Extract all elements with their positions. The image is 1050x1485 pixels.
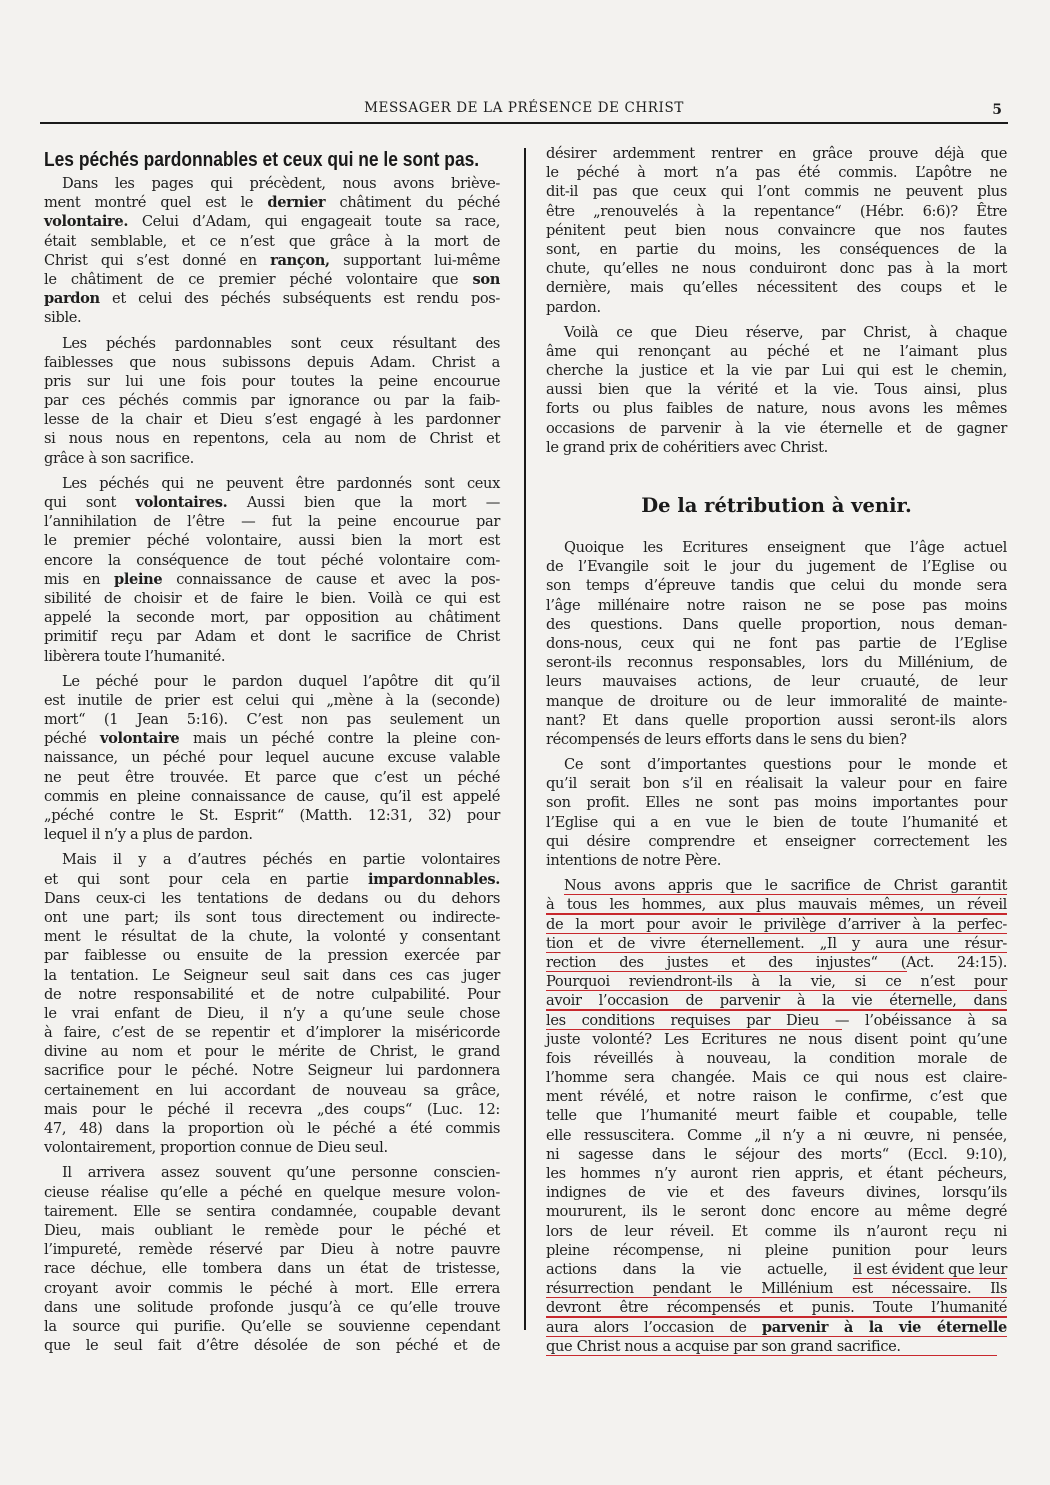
text-line: lesse de la chair et Dieu s’est engagé à les pardonner — [44, 411, 500, 429]
text-line — [546, 1202, 1007, 1221]
text-run: l’homme sera changée. Mais ce qui nous est claire- — [546, 1069, 1007, 1087]
text-run: les hommes n’y auront rien appris, et étant pécheurs, — [546, 1165, 1007, 1182]
text-run: Pourquoi reviendront-ils à la vie, si ce n’est pour — [546, 973, 1007, 991]
emphasis-text: son — [472, 270, 500, 288]
text-line — [546, 991, 1007, 1010]
text-line — [546, 1337, 1007, 1356]
text-run: que Christ nous a acquise par son grand sacrifice. — [546, 1337, 901, 1355]
text-line — [546, 1279, 1007, 1298]
text-run: Les péchés qui ne peuvent être pardonnés sont ceux — [62, 474, 500, 492]
text-run: Mais il y a d’autres péchés en partie volontaires — [62, 851, 500, 869]
text-run: sacrifice pour le péché. Notre Seigneur lui pardonnera — [44, 1062, 500, 1080]
text-run: pleine récompense, ni pleine punition pour leurs — [546, 1241, 1007, 1259]
text-line — [44, 672, 500, 691]
text-line — [546, 1087, 1007, 1106]
text-line — [44, 289, 500, 308]
article-title-pardonnables: Les péchés pardonnables et ceux qui ne le sont pas. — [44, 149, 480, 171]
text-line: croyant avoir commis le péché à mort. Elle errera — [44, 1279, 500, 1297]
emphasis-text: impardonnables. — [367, 870, 500, 888]
text-line — [44, 889, 500, 908]
text-run: était semblable, et ce n’est que grâce à la mort de — [44, 232, 500, 250]
text-run: Dans les pages qui précèdent, nous avons briève- — [62, 175, 500, 192]
text-line — [44, 531, 500, 550]
article-title-retribution: De la rétribution à venir. — [641, 494, 912, 517]
text-line — [546, 1030, 1007, 1049]
text-run: libèrera toute l’humanité. — [44, 647, 226, 665]
text-line: pris sur lui une fois pour toutes la peine encourue — [44, 372, 500, 390]
text-line — [44, 768, 500, 787]
paragraph — [44, 672, 500, 845]
text-line: pénitent peut bien nous convaincre que nos fautes — [546, 221, 1007, 239]
text-line: tairement. Elle se sentira condamnée, coupable devant — [44, 1202, 500, 1220]
text-line: occasions de parvenir à la vie éternelle et de gagner — [546, 419, 1007, 437]
text-run: péché — [44, 730, 101, 748]
text-run: supportant lui-même — [329, 251, 500, 269]
text-line: âme qui renonçant au péché et ne l’aimant plus — [546, 342, 1007, 360]
emphasis-text: volontaire — [100, 730, 180, 748]
text-line — [546, 1106, 1007, 1125]
paragraph — [546, 876, 1007, 1356]
article-body-left — [44, 174, 500, 1361]
text-run: qui sont — [44, 494, 136, 511]
text-run: lequel il n’y a plus de pardon. — [44, 826, 253, 844]
text-line — [546, 934, 1007, 953]
text-line: dans une solitude profonde jusqu’à ce qu’elle trouve — [44, 1298, 500, 1316]
text-run: primitif reçu par Adam et dont le sacrifice de Christ — [44, 628, 500, 646]
text-line — [546, 1145, 1007, 1164]
text-line — [44, 512, 500, 531]
text-run: les conditions requises par Dieu — l’obéissance à sa — [546, 1011, 1007, 1029]
text-line: leurs mauvaises actions, de leur cruauté, de leur — [546, 673, 1007, 691]
text-run: Christ qui s’est donné en — [44, 251, 271, 269]
text-run: à faire, c’est de se repentir et d’implorer la miséricorde — [44, 1024, 500, 1042]
article-body-retribution — [546, 538, 1007, 1362]
text-run: „péché contre le St. Esprit“ (Matth. 12:31, 32) pour — [44, 807, 500, 824]
text-line: sont, en partie du moins, les conséquences de la — [546, 240, 1007, 258]
text-run: actions dans la vie actuelle, — [546, 1260, 854, 1278]
text-line — [546, 1183, 1007, 1202]
page-number: 5 — [992, 102, 1002, 118]
text-line — [44, 729, 500, 748]
text-line — [44, 589, 500, 608]
emphasis-text: parvenir à la vie éternelle — [761, 1318, 1007, 1336]
text-line — [44, 1119, 500, 1138]
text-line: le péché à mort n’a pas été commis. L’apôtre ne — [546, 164, 1007, 182]
paragraph — [546, 538, 1007, 749]
text-run: avoir l’occasion de parvenir à la vie éternelle, dans — [546, 992, 1007, 1010]
text-line: Dieu, mais oubliant le remède pour le péché et — [44, 1221, 500, 1239]
text-run: résurrection pendant le Millénium est nécessaire. Ils — [546, 1280, 1007, 1298]
text-run: l’annihilation de l’être — fut la peine encourue par — [44, 513, 500, 531]
paragraph-gap — [546, 457, 1007, 463]
text-run: lors de leur réveil. Et comme ils n’auront reçu ni — [546, 1222, 1007, 1240]
text-run: ment révélé, et notre raison le confirme, c’est que — [546, 1088, 1007, 1106]
text-line — [44, 825, 500, 844]
text-run: juste volonté? Les Ecritures ne nous disent point qu’une — [546, 1030, 1007, 1048]
text-run: mort“ (1 Jean 5:16). C’est non pas seulement un — [44, 711, 500, 729]
text-line — [44, 946, 500, 965]
text-line: qu’il serait bon s’il en réalisait la valeur pour en faire — [546, 775, 1007, 793]
text-line — [44, 1081, 500, 1100]
text-run: le vrai enfant de Dieu, il n’y a qu’une seule chose — [44, 1004, 500, 1022]
text-line: manque de droiture ou de leur immoralité de mainte- — [546, 692, 1007, 710]
text-line — [44, 710, 500, 729]
text-line: Les péchés pardonnables sont ceux résultant des — [62, 334, 500, 352]
paragraph — [44, 850, 500, 1157]
text-line: récompensés de leurs efforts dans le sens du bien? — [546, 730, 907, 748]
text-line: de l’Evangile soit le jour du jugement de l’Eglise ou — [546, 558, 1007, 576]
text-line: faiblesses que nous subissons depuis Adam. Christ a — [44, 353, 500, 371]
text-line: l’impureté, remède réservé par Dieu à notre pauvre — [44, 1241, 500, 1259]
text-line — [44, 908, 500, 927]
text-line — [546, 953, 1007, 972]
text-run: tion et de vivre éternellement. „Il y aura une résur- — [546, 934, 1007, 952]
text-line: désirer ardemment rentrer en grâce prouve déjà que — [546, 145, 1007, 162]
text-line — [546, 1164, 1007, 1183]
text-run: volontairement, proportion connue de Dieu seul. — [44, 1139, 388, 1157]
text-run: ne peut être trouvée. Et parce que c’est un péché — [44, 768, 500, 786]
text-line — [44, 1138, 500, 1157]
text-run: châtiment du péché — [325, 194, 500, 212]
text-line: son profit. Elles ne sont pas moins importantes pour — [546, 794, 1007, 812]
emphasis-text: rançon, — [270, 251, 330, 269]
text-line: nant? Et dans quelle proportion aussi seront-ils alors — [546, 711, 1007, 729]
paragraph-gap — [44, 1355, 500, 1361]
right-column — [546, 144, 1007, 1362]
text-line — [44, 691, 500, 710]
text-line — [44, 193, 500, 212]
text-run: est inutile de prier est celui qui „mène à la (seconde) — [44, 691, 500, 709]
emphasis-text: pardon — [44, 290, 100, 308]
text-line — [546, 972, 1007, 991]
text-run: le premier péché volontaire, aussi bien la mort est — [44, 532, 500, 550]
text-run: il est évident que leur — [853, 1260, 1007, 1278]
text-line: Il arrivera assez souvent qu’une personne conscien- — [62, 1164, 500, 1182]
text-run: sible. — [44, 309, 82, 327]
text-line — [44, 1100, 500, 1119]
text-run: par faiblesse ou ensuite de la pression exercée par — [44, 947, 500, 965]
text-line: si nous nous en repentons, cela au nom de Christ et — [44, 430, 500, 448]
text-run: encore la conséquence de tout péché volontaire com- — [44, 551, 500, 569]
left-column — [44, 146, 500, 1361]
text-line: seront-ils reconnus responsables, lors du Millénium, de — [546, 654, 1007, 672]
text-line — [546, 895, 1007, 914]
text-run: commis en pleine connaissance de cause, qu’il est appelé — [44, 787, 500, 805]
text-line: que le seul fait d’être désolée de son péché et de — [44, 1337, 500, 1355]
text-line — [546, 1298, 1007, 1317]
text-run: ment montré quel est le — [44, 194, 268, 212]
paragraph — [44, 474, 500, 666]
text-line: cherche la justice et la vie par Lui qui est le chemin, — [546, 362, 1007, 380]
text-line — [546, 1126, 1007, 1145]
text-line — [546, 1260, 1007, 1279]
text-run: de la mort pour avoir le privilège d’arriver à la perfec- — [546, 915, 1007, 933]
text-line: cieuse réalise qu’elle a péché en quelque mesure volon- — [44, 1183, 500, 1201]
text-line — [44, 551, 500, 570]
text-line — [44, 270, 500, 289]
text-run: fois réveillés à nouveau, la condition morale de — [546, 1049, 1007, 1067]
text-run: Nous avons appris que le sacrifice de Christ garantit — [564, 877, 1007, 895]
text-line — [44, 608, 500, 627]
text-line — [44, 174, 500, 193]
column-divider — [524, 148, 526, 1330]
text-line — [44, 212, 500, 231]
text-run: mis en — [44, 570, 114, 588]
text-run: moururent, ils le seront donc encore au même degré — [546, 1203, 1007, 1221]
text-line: pardon. — [546, 298, 601, 316]
paragraph — [546, 323, 1007, 457]
text-run: de notre responsabilité et de notre culpabilité. Pour — [44, 985, 500, 1003]
paragraph — [44, 174, 500, 328]
text-line: la source qui purifie. Qu’elle se souvienne cependant — [44, 1317, 500, 1335]
text-line: l’âge millénaire notre raison ne se pose pas moins — [546, 596, 1007, 614]
text-run: divine au nom et pour le mérite de Christ, le grand — [44, 1043, 500, 1061]
text-run: sibilité de choisir et de faire le bien. Voilà ce qui est — [44, 589, 500, 607]
text-run: connaissance de cause et avec la pos- — [162, 570, 500, 588]
text-run: aura alors l’occasion de — [546, 1318, 762, 1336]
text-run: et qui sont pour cela en partie — [44, 870, 368, 888]
text-line — [44, 806, 500, 825]
emphasis-text: dernier — [267, 194, 326, 212]
text-run: naissance, un péché pour lequel aucune excuse valable — [44, 749, 500, 767]
text-run: mais pour le péché il recevra „des coups“ (Luc. 12: — [44, 1100, 500, 1118]
text-line: race déchue, elle tombera dans un état de tristesse, — [44, 1260, 500, 1278]
text-line: grâce à son sacrifice. — [44, 449, 194, 467]
text-line: par ces péchés commis par ignorance ou par la faib- — [44, 392, 500, 410]
text-run: Celui d’Adam, qui engageait toute sa race, — [128, 213, 500, 231]
text-run: le châtiment de ce premier péché volontaire que — [44, 270, 473, 288]
text-run: mais un péché contre la pleine con- — [179, 730, 500, 748]
text-run: telle que l’humanité meurt faible et coupable, telle — [546, 1107, 1007, 1125]
text-line — [44, 985, 500, 1004]
text-line: dernière, mais qu’elles nécessitent des coups et le — [546, 279, 1007, 297]
paragraph — [44, 334, 500, 468]
text-line: aussi bien que la vérité et la vie. Tous ainsi, plus — [546, 381, 1007, 399]
text-line: Voilà ce que Dieu réserve, par Christ, à chaque — [564, 323, 1007, 341]
text-line: intentions de notre Père. — [546, 852, 722, 869]
text-run: ont une part; ils sont tous directement ou indirecte- — [44, 908, 500, 926]
text-run: appelé la seconde mort, par opposition au châtiment — [44, 609, 500, 627]
text-line — [44, 474, 500, 493]
text-run: Dans ceux-ci les tentations de dedans ou du dehors — [44, 889, 500, 907]
text-line — [44, 927, 500, 946]
article-body-right-continued — [546, 144, 1007, 463]
text-line: forts ou plus faibles de nature, nous avons les mêmes — [546, 400, 1007, 418]
text-line — [44, 1023, 500, 1042]
text-line — [546, 1011, 1007, 1030]
text-line — [44, 570, 500, 589]
text-line: son temps d’épreuve tandis que celui du monde sera — [546, 577, 1007, 595]
publication-title: MESSAGER DE LA PRÉSENCE DE CHRIST — [364, 100, 684, 116]
text-line: chute, qu’elles ne nous conduiront donc pas à la mort — [546, 260, 1007, 278]
text-line — [44, 232, 500, 251]
text-line — [44, 251, 500, 270]
text-line — [44, 1042, 500, 1061]
text-line: être „renouvelés à la repentance“ (Hébr. 6:6)? Être — [546, 202, 1007, 220]
text-line — [546, 1318, 1007, 1337]
emphasis-text: pleine — [113, 570, 163, 588]
text-line — [546, 915, 1007, 934]
text-line — [44, 1061, 500, 1080]
text-run: Aussi bien que la mort — — [227, 494, 500, 511]
text-line — [546, 1241, 1007, 1260]
text-run: à tous les hommes, aux plus mauvais mêmes, un réveil — [546, 896, 1007, 914]
text-run: 47, 48) dans la proportion où le péché a été commis — [44, 1120, 500, 1137]
emphasis-text: volontaires. — [135, 494, 228, 511]
emphasis-text: volontaire. — [44, 213, 129, 231]
text-line — [546, 1049, 1007, 1068]
text-run: rection des justes et des injustes“ (Act. 24:15). — [546, 953, 1007, 971]
text-run: indignes de vie et des faveurs divines, lorsqu’ils — [546, 1184, 1007, 1202]
text-line — [44, 787, 500, 806]
text-run: elle ressuscitera. Comme „il n’y a ni œuvre, ni pensée, — [546, 1126, 1007, 1144]
text-run: et celui des péchés subséquents est rendu pos- — [99, 290, 500, 308]
text-run: devront être récompensés et punis. Toute l’humanité — [546, 1299, 1007, 1317]
text-line: des questions. Dans quelle proportion, nous deman- — [546, 615, 1007, 633]
text-line: Quoique les Ecritures enseignent que l’âge actuel — [564, 539, 1007, 556]
text-line — [546, 1068, 1007, 1087]
running-header — [40, 98, 1008, 124]
text-line — [44, 966, 500, 985]
paragraph — [546, 755, 1007, 870]
text-line — [44, 748, 500, 767]
text-line: le grand prix de cohéritiers avec Christ. — [546, 438, 828, 456]
text-run: certainement en lui accordant de nouveau sa grâce, — [44, 1081, 500, 1099]
text-line — [546, 876, 1007, 895]
text-run: la tentation. Le Seigneur seul sait dans ces cas juger — [44, 966, 500, 984]
paragraph — [546, 144, 1007, 317]
text-line: dons-nous, ceux qui ne font pas partie de l’Eglise — [546, 634, 1007, 652]
text-line — [44, 647, 500, 666]
paragraph-gap — [546, 1356, 1007, 1362]
text-line — [44, 627, 500, 646]
text-line: dit-il pas que ceux qui l’ont commis ne peuvent plus — [546, 183, 1007, 201]
text-line — [546, 1222, 1007, 1241]
text-run: Le péché pour le pardon duquel l’apôtre dit qu’il — [62, 672, 500, 690]
text-run: ment le résultat de la chute, la volonté y consentant — [44, 928, 500, 946]
text-line — [44, 1004, 500, 1023]
text-line: Ce sont d’importantes questions pour le monde et — [564, 756, 1007, 774]
paragraph — [44, 1163, 500, 1355]
text-line: qui désire comprendre et enseigner correctement les — [546, 832, 1007, 850]
text-line — [44, 850, 500, 869]
text-line — [44, 870, 500, 889]
text-run: ni sagesse dans le séjour des morts“ (Eccl. 9:10), — [546, 1145, 1007, 1163]
text-line — [44, 308, 500, 327]
text-line — [44, 493, 500, 512]
text-line: l’Eglise qui a en vue le bien de toute l’humanité et — [546, 813, 1007, 831]
